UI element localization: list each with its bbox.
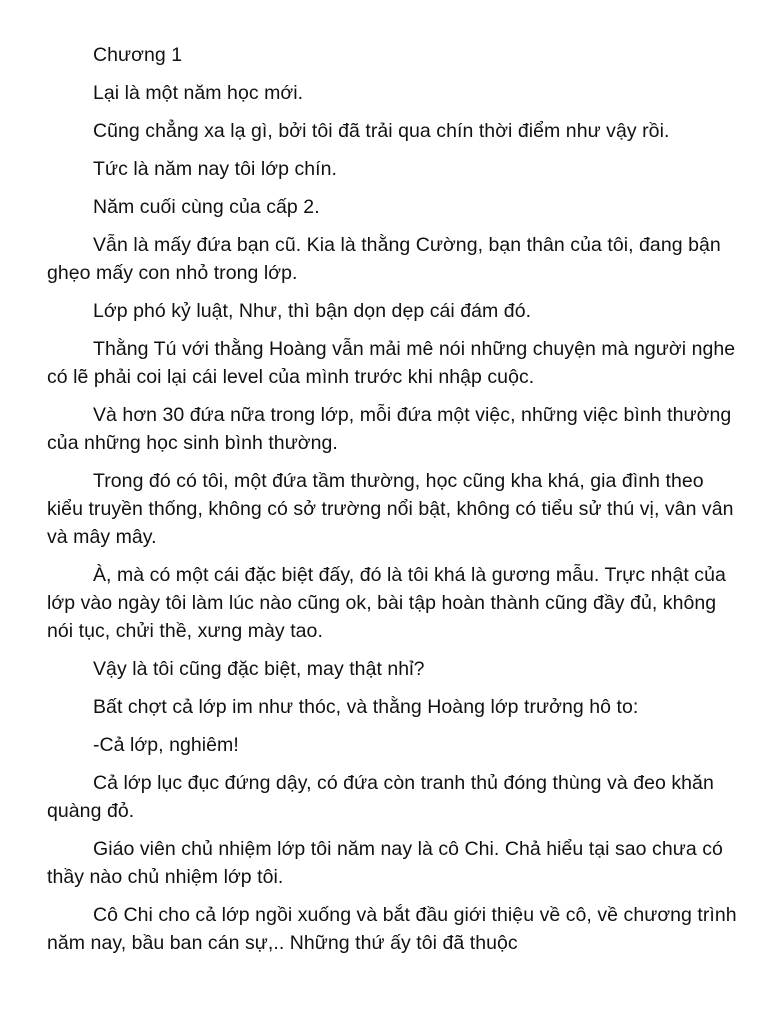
paragraph: Trong đó có tôi, một đứa tầm thường, học cũng kha khá, gia đình theo kiểu truyền thống, không có sở trường nổi bật, không có tiểu sử thú vị, vân vân và mây mây. <box>47 470 734 548</box>
document-page <box>47 41 737 967</box>
chapter-heading: Chương 1 <box>93 44 183 66</box>
paragraph: -Cả lớp, nghiêm! <box>93 734 239 756</box>
paragraph: Vậy là tôi cũng đặc biệt, may thật nhỉ? <box>93 658 425 680</box>
paragraph: Lớp phó kỷ luật, Như, thì bận dọn dẹp cái đám đó. <box>93 300 532 322</box>
paragraph: Cũng chẳng xa lạ gì, bởi tôi đã trải qua chín thời điểm như vậy rồi. <box>93 120 670 142</box>
paragraph: Tức là năm nay tôi lớp chín. <box>93 158 338 180</box>
paragraph: Bất chợt cả lớp im như thóc, và thằng Hoàng lớp trưởng hô to: <box>93 696 639 718</box>
paragraph: Vẫn là mấy đứa bạn cũ. Kia là thằng Cường, bạn thân của tôi, đang bận ghẹo mấy con nhỏ trong lớp. <box>47 234 721 284</box>
paragraph: Lại là một năm học mới. <box>93 82 304 104</box>
paragraph: Giáo viên chủ nhiệm lớp tôi năm nay là cô Chi. Chả hiểu tại sao chưa có thầy nào chủ nhiệm lớp tôi. <box>47 838 723 888</box>
paragraph: Và hơn 30 đứa nữa trong lớp, mỗi đứa một việc, những việc bình thường của những học sinh bình thường. <box>47 404 732 454</box>
paragraph: Năm cuối cùng của cấp 2. <box>93 196 320 218</box>
paragraph: À, mà có một cái đặc biệt đấy, đó là tôi khá là gương mẫu. Trực nhật của lớp vào ngày tôi làm lúc nào cũng ok, bài tập hoàn thành cũng đầy đủ, không nói tục, chửi thề, xưng mày tao. <box>47 564 726 642</box>
paragraph: Thằng Tú với thằng Hoàng vẫn mải mê nói những chuyện mà người nghe có lẽ phải coi lại cái level của mình trước khi nhập cuộc. <box>47 338 736 388</box>
paragraph: Cả lớp lục đục đứng dậy, có đứa còn tranh thủ đóng thùng và đeo khăn quàng đỏ. <box>47 772 714 822</box>
paragraph: Cô Chi cho cả lớp ngồi xuống và bắt đầu giới thiệu về cô, về chương trình năm nay, bầu ban cán sự,.. Những thứ ấy tôi đã thuộc <box>47 904 737 954</box>
